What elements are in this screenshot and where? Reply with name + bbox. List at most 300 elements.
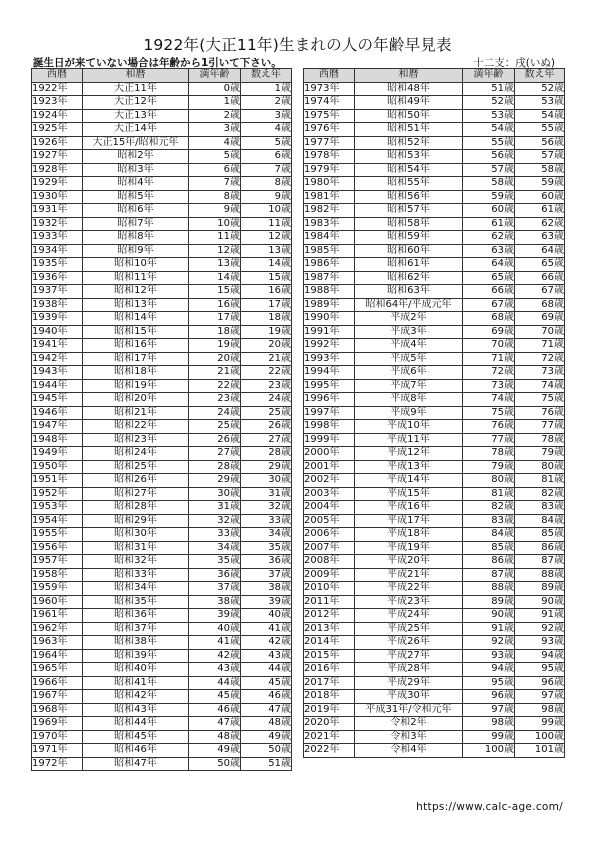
cell-wareki: 令和4年 <box>355 744 463 758</box>
cell-man-nenrei: 54歳 <box>463 123 515 137</box>
cell-wareki: 令和3年 <box>355 730 463 744</box>
table-row <box>32 339 292 353</box>
cell-man-nenrei: 49歳 <box>189 744 241 758</box>
cell-wareki: 昭和58年 <box>355 217 463 231</box>
cell-kazoe-doshi: 87歳 <box>515 555 565 569</box>
cell-kazoe-doshi: 3歳 <box>241 109 292 123</box>
birthday-note: 誕生日が来ていない場合は年齢から1引いて下さい。 <box>33 57 282 69</box>
cell-man-nenrei: 95歳 <box>463 676 515 690</box>
table-row <box>32 258 292 272</box>
cell-wareki: 昭和50年 <box>355 109 463 123</box>
table-row <box>32 312 292 326</box>
table-row <box>304 325 565 339</box>
cell-wareki: 昭和33年 <box>83 568 189 582</box>
cell-man-nenrei: 76歳 <box>463 420 515 434</box>
table-row <box>32 474 292 488</box>
cell-wareki: 昭和36年 <box>83 609 189 623</box>
cell-seireki: 1974年 <box>304 96 355 110</box>
cell-man-nenrei: 64歳 <box>463 258 515 272</box>
cell-wareki: 平成18年 <box>355 528 463 542</box>
cell-kazoe-doshi: 47歳 <box>241 703 292 717</box>
table-row <box>304 474 565 488</box>
cell-wareki: 令和2年 <box>355 717 463 731</box>
cell-man-nenrei: 90歳 <box>463 609 515 623</box>
table-row <box>304 312 565 326</box>
cell-seireki: 1943年 <box>32 366 83 380</box>
cell-seireki: 1931年 <box>32 204 83 218</box>
cell-kazoe-doshi: 77歳 <box>515 420 565 434</box>
cell-kazoe-doshi: 99歳 <box>515 717 565 731</box>
cell-man-nenrei: 16歳 <box>189 298 241 312</box>
cell-man-nenrei: 42歳 <box>189 649 241 663</box>
cell-kazoe-doshi: 58歳 <box>515 163 565 177</box>
cell-kazoe-doshi: 97歳 <box>515 690 565 704</box>
cell-kazoe-doshi: 45歳 <box>241 676 292 690</box>
table-row <box>304 420 565 434</box>
cell-wareki: 平成17年 <box>355 514 463 528</box>
cell-man-nenrei: 1歳 <box>189 96 241 110</box>
cell-wareki: 平成13年 <box>355 460 463 474</box>
cell-wareki: 昭和61年 <box>355 258 463 272</box>
cell-seireki: 1964年 <box>32 649 83 663</box>
cell-seireki: 1975年 <box>304 109 355 123</box>
cell-kazoe-doshi: 21歳 <box>241 352 292 366</box>
cell-seireki: 1971年 <box>32 744 83 758</box>
cell-seireki: 1970年 <box>32 730 83 744</box>
cell-kazoe-doshi: 8歳 <box>241 177 292 191</box>
cell-man-nenrei: 19歳 <box>189 339 241 353</box>
cell-wareki: 平成14年 <box>355 474 463 488</box>
cell-kazoe-doshi: 34歳 <box>241 528 292 542</box>
cell-seireki: 2001年 <box>304 460 355 474</box>
cell-wareki: 昭和48年 <box>355 82 463 96</box>
table-row <box>304 730 565 744</box>
cell-seireki: 2004年 <box>304 501 355 515</box>
cell-kazoe-doshi: 65歳 <box>515 258 565 272</box>
table-row <box>32 217 292 231</box>
cell-kazoe-doshi: 79歳 <box>515 447 565 461</box>
cell-kazoe-doshi: 9歳 <box>241 190 292 204</box>
cell-wareki: 平成19年 <box>355 541 463 555</box>
cell-seireki: 2020年 <box>304 717 355 731</box>
cell-wareki: 平成21年 <box>355 568 463 582</box>
table-row <box>32 96 292 110</box>
cell-man-nenrei: 81歳 <box>463 487 515 501</box>
cell-kazoe-doshi: 4歳 <box>241 123 292 137</box>
cell-kazoe-doshi: 52歳 <box>515 82 565 96</box>
table-row <box>304 285 565 299</box>
cell-kazoe-doshi: 16歳 <box>241 285 292 299</box>
cell-man-nenrei: 69歳 <box>463 325 515 339</box>
cell-wareki: 昭和27年 <box>83 487 189 501</box>
cell-wareki: 昭和62年 <box>355 271 463 285</box>
cell-man-nenrei: 92歳 <box>463 636 515 650</box>
cell-kazoe-doshi: 23歳 <box>241 379 292 393</box>
table-row <box>32 528 292 542</box>
cell-kazoe-doshi: 88歳 <box>515 568 565 582</box>
cell-seireki: 1926年 <box>32 136 83 150</box>
cell-kazoe-doshi: 57歳 <box>515 150 565 164</box>
cell-seireki: 2012年 <box>304 609 355 623</box>
table-row <box>304 690 565 704</box>
table-row <box>32 447 292 461</box>
cell-seireki: 1927年 <box>32 150 83 164</box>
cell-kazoe-doshi: 98歳 <box>515 703 565 717</box>
cell-man-nenrei: 74歳 <box>463 393 515 407</box>
cell-kazoe-doshi: 50歳 <box>241 744 292 758</box>
cell-seireki: 1976年 <box>304 123 355 137</box>
table-row <box>304 433 565 447</box>
table-row <box>304 231 565 245</box>
table-row <box>32 163 292 177</box>
cell-seireki: 1957年 <box>32 555 83 569</box>
cell-seireki: 2016年 <box>304 663 355 677</box>
cell-wareki: 昭和13年 <box>83 298 189 312</box>
cell-kazoe-doshi: 14歳 <box>241 258 292 272</box>
cell-seireki: 1949年 <box>32 447 83 461</box>
cell-seireki: 1969年 <box>32 717 83 731</box>
table-row <box>304 190 565 204</box>
table-row <box>304 514 565 528</box>
cell-seireki: 1956年 <box>32 541 83 555</box>
table-row <box>304 82 565 96</box>
cell-man-nenrei: 50歳 <box>189 757 241 771</box>
table-row <box>32 393 292 407</box>
cell-seireki: 1922年 <box>32 82 83 96</box>
cell-kazoe-doshi: 22歳 <box>241 366 292 380</box>
cell-man-nenrei: 83歳 <box>463 514 515 528</box>
cell-wareki: 昭和9年 <box>83 244 189 258</box>
table-row <box>32 730 292 744</box>
cell-man-nenrei: 98歳 <box>463 717 515 731</box>
cell-seireki: 1934年 <box>32 244 83 258</box>
cell-wareki: 平成3年 <box>355 325 463 339</box>
cell-wareki: 昭和4年 <box>83 177 189 191</box>
cell-man-nenrei: 37歳 <box>189 582 241 596</box>
cell-kazoe-doshi: 5歳 <box>241 136 292 150</box>
cell-man-nenrei: 72歳 <box>463 366 515 380</box>
cell-seireki: 1978年 <box>304 150 355 164</box>
cell-man-nenrei: 43歳 <box>189 663 241 677</box>
cell-seireki: 2017年 <box>304 676 355 690</box>
cell-seireki: 2013年 <box>304 622 355 636</box>
cell-kazoe-doshi: 82歳 <box>515 487 565 501</box>
cell-seireki: 1998年 <box>304 420 355 434</box>
cell-kazoe-doshi: 1歳 <box>241 82 292 96</box>
cell-kazoe-doshi: 71歳 <box>515 339 565 353</box>
cell-kazoe-doshi: 90歳 <box>515 595 565 609</box>
cell-kazoe-doshi: 84歳 <box>515 514 565 528</box>
header-wareki: 和暦 <box>83 69 189 83</box>
table-row <box>304 136 565 150</box>
cell-kazoe-doshi: 66歳 <box>515 271 565 285</box>
cell-man-nenrei: 40歳 <box>189 622 241 636</box>
cell-seireki: 1952年 <box>32 487 83 501</box>
cell-wareki: 昭和12年 <box>83 285 189 299</box>
cell-seireki: 2005年 <box>304 514 355 528</box>
cell-seireki: 1962年 <box>32 622 83 636</box>
table-row <box>32 622 292 636</box>
table-row <box>32 109 292 123</box>
table-row <box>304 96 565 110</box>
table-row <box>304 352 565 366</box>
cell-kazoe-doshi: 63歳 <box>515 231 565 245</box>
cell-seireki: 1995年 <box>304 379 355 393</box>
cell-wareki: 平成27年 <box>355 649 463 663</box>
cell-man-nenrei: 41歳 <box>189 636 241 650</box>
cell-seireki: 2018年 <box>304 690 355 704</box>
cell-wareki: 昭和18年 <box>83 366 189 380</box>
cell-man-nenrei: 59歳 <box>463 190 515 204</box>
cell-man-nenrei: 58歳 <box>463 177 515 191</box>
cell-kazoe-doshi: 89歳 <box>515 582 565 596</box>
cell-wareki: 昭和16年 <box>83 339 189 353</box>
cell-man-nenrei: 14歳 <box>189 271 241 285</box>
cell-man-nenrei: 53歳 <box>463 109 515 123</box>
cell-seireki: 1944年 <box>32 379 83 393</box>
cell-kazoe-doshi: 86歳 <box>515 541 565 555</box>
cell-man-nenrei: 97歳 <box>463 703 515 717</box>
cell-seireki: 1928年 <box>32 163 83 177</box>
cell-kazoe-doshi: 43歳 <box>241 649 292 663</box>
cell-seireki: 1955年 <box>32 528 83 542</box>
table-row <box>32 649 292 663</box>
cell-man-nenrei: 17歳 <box>189 312 241 326</box>
cell-kazoe-doshi: 12歳 <box>241 231 292 245</box>
cell-man-nenrei: 6歳 <box>189 163 241 177</box>
cell-man-nenrei: 35歳 <box>189 555 241 569</box>
table-row <box>304 109 565 123</box>
cell-wareki: 昭和10年 <box>83 258 189 272</box>
cell-seireki: 1948年 <box>32 433 83 447</box>
cell-wareki: 昭和15年 <box>83 325 189 339</box>
cell-seireki: 2022年 <box>304 744 355 758</box>
table-row <box>32 568 292 582</box>
cell-man-nenrei: 34歳 <box>189 541 241 555</box>
cell-kazoe-doshi: 53歳 <box>515 96 565 110</box>
table-row <box>304 406 565 420</box>
cell-man-nenrei: 4歳 <box>189 136 241 150</box>
cell-wareki: 昭和35年 <box>83 595 189 609</box>
cell-seireki: 1982年 <box>304 204 355 218</box>
header-man-nenrei: 満年齢 <box>463 69 515 83</box>
cell-man-nenrei: 46歳 <box>189 703 241 717</box>
table-row <box>32 177 292 191</box>
cell-kazoe-doshi: 51歳 <box>241 757 292 771</box>
cell-kazoe-doshi: 17歳 <box>241 298 292 312</box>
table-row <box>32 501 292 515</box>
page-title: 1922年(大正11年)生まれの人の年齢早見表 <box>143 36 452 54</box>
cell-kazoe-doshi: 96歳 <box>515 676 565 690</box>
table-row <box>304 717 565 731</box>
cell-wareki: 昭和25年 <box>83 460 189 474</box>
cell-man-nenrei: 56歳 <box>463 150 515 164</box>
cell-seireki: 1939年 <box>32 312 83 326</box>
cell-seireki: 1961年 <box>32 609 83 623</box>
cell-man-nenrei: 84歳 <box>463 528 515 542</box>
cell-wareki: 大正13年 <box>83 109 189 123</box>
cell-kazoe-doshi: 44歳 <box>241 663 292 677</box>
table-row <box>304 298 565 312</box>
cell-seireki: 1932年 <box>32 217 83 231</box>
cell-man-nenrei: 27歳 <box>189 447 241 461</box>
table-row <box>32 744 292 758</box>
cell-wareki: 昭和31年 <box>83 541 189 555</box>
cell-kazoe-doshi: 68歳 <box>515 298 565 312</box>
cell-wareki: 昭和44年 <box>83 717 189 731</box>
cell-seireki: 1950年 <box>32 460 83 474</box>
cell-man-nenrei: 5歳 <box>189 150 241 164</box>
cell-seireki: 1965年 <box>32 663 83 677</box>
cell-seireki: 1935年 <box>32 258 83 272</box>
cell-man-nenrei: 22歳 <box>189 379 241 393</box>
cell-wareki: 昭和37年 <box>83 622 189 636</box>
cell-kazoe-doshi: 64歳 <box>515 244 565 258</box>
cell-wareki: 昭和43年 <box>83 703 189 717</box>
cell-seireki: 1966年 <box>32 676 83 690</box>
table-row <box>304 636 565 650</box>
cell-kazoe-doshi: 75歳 <box>515 393 565 407</box>
table-row <box>304 150 565 164</box>
cell-kazoe-doshi: 95歳 <box>515 663 565 677</box>
cell-seireki: 1951年 <box>32 474 83 488</box>
table-row <box>32 420 292 434</box>
cell-seireki: 1925年 <box>32 123 83 137</box>
cell-man-nenrei: 66歳 <box>463 285 515 299</box>
table-row <box>304 460 565 474</box>
cell-wareki: 昭和51年 <box>355 123 463 137</box>
cell-man-nenrei: 38歳 <box>189 595 241 609</box>
cell-wareki: 昭和60年 <box>355 244 463 258</box>
cell-kazoe-doshi: 60歳 <box>515 190 565 204</box>
table-row <box>304 676 565 690</box>
cell-kazoe-doshi: 85歳 <box>515 528 565 542</box>
cell-seireki: 1947年 <box>32 420 83 434</box>
cell-man-nenrei: 18歳 <box>189 325 241 339</box>
cell-wareki: 平成22年 <box>355 582 463 596</box>
cell-wareki: 昭和41年 <box>83 676 189 690</box>
table-row <box>304 595 565 609</box>
cell-kazoe-doshi: 62歳 <box>515 217 565 231</box>
cell-seireki: 1946年 <box>32 406 83 420</box>
cell-seireki: 1973年 <box>304 82 355 96</box>
cell-seireki: 1967年 <box>32 690 83 704</box>
table-row <box>304 609 565 623</box>
cell-wareki: 昭和3年 <box>83 163 189 177</box>
cell-man-nenrei: 77歳 <box>463 433 515 447</box>
cell-man-nenrei: 47歳 <box>189 717 241 731</box>
cell-wareki: 昭和38年 <box>83 636 189 650</box>
cell-kazoe-doshi: 93歳 <box>515 636 565 650</box>
cell-kazoe-doshi: 25歳 <box>241 406 292 420</box>
cell-wareki: 平成15年 <box>355 487 463 501</box>
cell-wareki: 平成9年 <box>355 406 463 420</box>
cell-wareki: 昭和11年 <box>83 271 189 285</box>
table-row <box>32 717 292 731</box>
cell-man-nenrei: 94歳 <box>463 663 515 677</box>
cell-man-nenrei: 75歳 <box>463 406 515 420</box>
cell-man-nenrei: 33歳 <box>189 528 241 542</box>
table-row <box>32 582 292 596</box>
cell-kazoe-doshi: 48歳 <box>241 717 292 731</box>
cell-kazoe-doshi: 32歳 <box>241 501 292 515</box>
cell-wareki: 平成20年 <box>355 555 463 569</box>
table-row <box>304 258 565 272</box>
cell-kazoe-doshi: 76歳 <box>515 406 565 420</box>
cell-seireki: 1979年 <box>304 163 355 177</box>
table-row <box>304 447 565 461</box>
cell-kazoe-doshi: 31歳 <box>241 487 292 501</box>
cell-man-nenrei: 25歳 <box>189 420 241 434</box>
cell-seireki: 1991年 <box>304 325 355 339</box>
cell-kazoe-doshi: 83歳 <box>515 501 565 515</box>
cell-man-nenrei: 45歳 <box>189 690 241 704</box>
cell-wareki: 昭和21年 <box>83 406 189 420</box>
table-row <box>304 541 565 555</box>
cell-wareki: 平成7年 <box>355 379 463 393</box>
cell-seireki: 2002年 <box>304 474 355 488</box>
table-row <box>304 487 565 501</box>
cell-seireki: 1930年 <box>32 190 83 204</box>
table-row <box>32 298 292 312</box>
cell-wareki: 平成26年 <box>355 636 463 650</box>
cell-wareki: 昭和17年 <box>83 352 189 366</box>
cell-man-nenrei: 8歳 <box>189 190 241 204</box>
table-row <box>304 271 565 285</box>
cell-seireki: 1963年 <box>32 636 83 650</box>
cell-wareki: 昭和2年 <box>83 150 189 164</box>
cell-wareki: 昭和64年/平成元年 <box>355 298 463 312</box>
cell-man-nenrei: 65歳 <box>463 271 515 285</box>
cell-kazoe-doshi: 26歳 <box>241 420 292 434</box>
cell-kazoe-doshi: 40歳 <box>241 609 292 623</box>
cell-man-nenrei: 39歳 <box>189 609 241 623</box>
cell-man-nenrei: 80歳 <box>463 474 515 488</box>
table-row <box>304 555 565 569</box>
cell-wareki: 昭和46年 <box>83 744 189 758</box>
header-kazoe-doshi: 数え年 <box>515 69 565 83</box>
cell-wareki: 平成6年 <box>355 366 463 380</box>
table-header-row <box>304 69 565 83</box>
age-table-right-body <box>304 82 565 757</box>
cell-man-nenrei: 67歳 <box>463 298 515 312</box>
cell-wareki: 平成31年/令和元年 <box>355 703 463 717</box>
cell-wareki: 平成2年 <box>355 312 463 326</box>
cell-wareki: 昭和63年 <box>355 285 463 299</box>
cell-man-nenrei: 96歳 <box>463 690 515 704</box>
table-row <box>32 514 292 528</box>
table-row <box>32 244 292 258</box>
cell-wareki: 昭和19年 <box>83 379 189 393</box>
cell-wareki: 昭和14年 <box>83 312 189 326</box>
cell-wareki: 昭和5年 <box>83 190 189 204</box>
cell-man-nenrei: 3歳 <box>189 123 241 137</box>
cell-wareki: 昭和32年 <box>83 555 189 569</box>
cell-wareki: 平成5年 <box>355 352 463 366</box>
cell-wareki: 平成4年 <box>355 339 463 353</box>
cell-seireki: 1992年 <box>304 339 355 353</box>
cell-wareki: 昭和7年 <box>83 217 189 231</box>
cell-wareki: 大正12年 <box>83 96 189 110</box>
cell-wareki: 平成12年 <box>355 447 463 461</box>
cell-seireki: 1972年 <box>32 757 83 771</box>
age-table-right <box>303 68 565 758</box>
cell-wareki: 昭和53年 <box>355 150 463 164</box>
header-man-nenrei: 満年齢 <box>189 69 241 83</box>
cell-man-nenrei: 100歳 <box>463 744 515 758</box>
cell-wareki: 昭和26年 <box>83 474 189 488</box>
table-row <box>304 244 565 258</box>
